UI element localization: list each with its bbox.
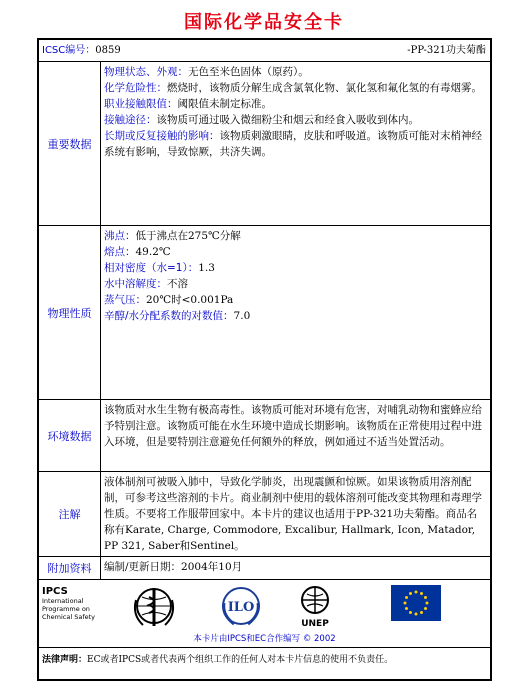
unep-logo: UNEP — [295, 585, 335, 629]
section-content-important — [101, 62, 490, 225]
unep-emblem-icon — [295, 585, 335, 615]
ilo-emblem-icon — [220, 585, 262, 629]
safety-card — [37, 38, 492, 681]
section-label-additional: 附加资料 — [39, 557, 101, 579]
section-physical — [39, 226, 490, 400]
section-additional — [39, 557, 490, 580]
section-content-notes: 液体制剂可被吸入肺中，导致化学肺炎，出现震颤和惊厥。如果该物质用溶剂配制，可参考这些溶剂的卡片。商业制剂中使用的载体溶剂可能改变其物理和毒理学性质。不要将工作服带回家中。本卡片的建议也适用于PP-321功夫菊酯。商品名称有Karate, Charge, Commodore, Excalibur, Hallmark, Icon, Matador, PP 321, Saber和Sentinel。 — [104, 476, 482, 552]
data-line: 接触途径：该物质可通过吸入微细粉尘和烟云和经食入吸收到体内。 — [104, 114, 419, 126]
section-label-physical: 物理性质 — [39, 226, 101, 399]
section-label-notes: 注解 — [39, 472, 101, 556]
section-label-environment: 环境数据 — [39, 400, 101, 471]
legal-disclaimer — [42, 653, 487, 667]
copyright-notice: 本卡片由IPCS和EC合作编写 © 2002 — [193, 634, 336, 644]
substance-name: -PP-321功夫菊酯 — [407, 45, 486, 56]
data-line: 辛醇/水分配系数的对数值：7.0 — [104, 310, 251, 322]
svg-text:ILO: ILO — [227, 600, 255, 615]
icsc-code-label: ICSC编号： — [42, 45, 96, 56]
data-line: 蒸气压：20℃时<0.001Pa — [104, 294, 234, 306]
section-label-important: 重要数据 — [39, 62, 101, 225]
card-header — [39, 40, 490, 62]
data-line: 化学危险性：燃烧时，该物质分解生成含氯氧化物、氯化氢和氟化氢的有毒烟雾。 — [104, 82, 482, 94]
ipcs-logo: IPCS International Programme on Chemical Safety — [42, 586, 96, 621]
section-notes — [39, 472, 490, 557]
icsc-code — [42, 40, 121, 61]
section-environment — [39, 400, 490, 472]
data-line: 水中溶解度：不溶 — [104, 278, 188, 290]
eu-flag-icon — [391, 585, 441, 621]
data-line: 职业接触限值：阈限值未制定标准。 — [104, 98, 272, 110]
data-line: 沸点：低于沸点在275℃分解 — [104, 230, 241, 242]
legal-label: 法律声明： — [42, 655, 88, 665]
data-line: 物理状态、外观：无色至米色固体（原药）。 — [104, 66, 309, 78]
data-line: 长期或反复接触的影响：该物质刺激眼睛，皮肤和呼吸道。该物质可能对末梢神经系统有影响，导致惊厥，共济失调。 — [104, 130, 482, 158]
section-content-additional: 编制/更新日期：2004年10月 — [104, 561, 243, 573]
data-line: 相对密度（水=1）：1.3 — [104, 262, 215, 274]
who-emblem-icon — [131, 585, 177, 629]
section-content-physical — [101, 226, 490, 399]
icsc-code-value: 0859 — [95, 45, 121, 56]
footer-logos — [39, 580, 490, 648]
legal-text: EC或者IPCS或者代表两个组织工作的任何人对本卡片信息的使用不负责任。 — [87, 655, 394, 665]
section-important — [39, 62, 490, 226]
section-content-environment: 该物质对水生生物有极高毒性。该物质可能对环境有危害，对哺乳动物和蜜蜂应给予特别注意。该物质可能在水生环境中造成长期影响。该物质在正常使用过程中进入环境，但是要特别注意避免任何额外的释放，例如通过不适当处置活动。 — [104, 404, 482, 448]
card-title: 国际化学品安全卡 — [184, 12, 344, 33]
data-line: 熔点：49.2℃ — [104, 246, 171, 258]
